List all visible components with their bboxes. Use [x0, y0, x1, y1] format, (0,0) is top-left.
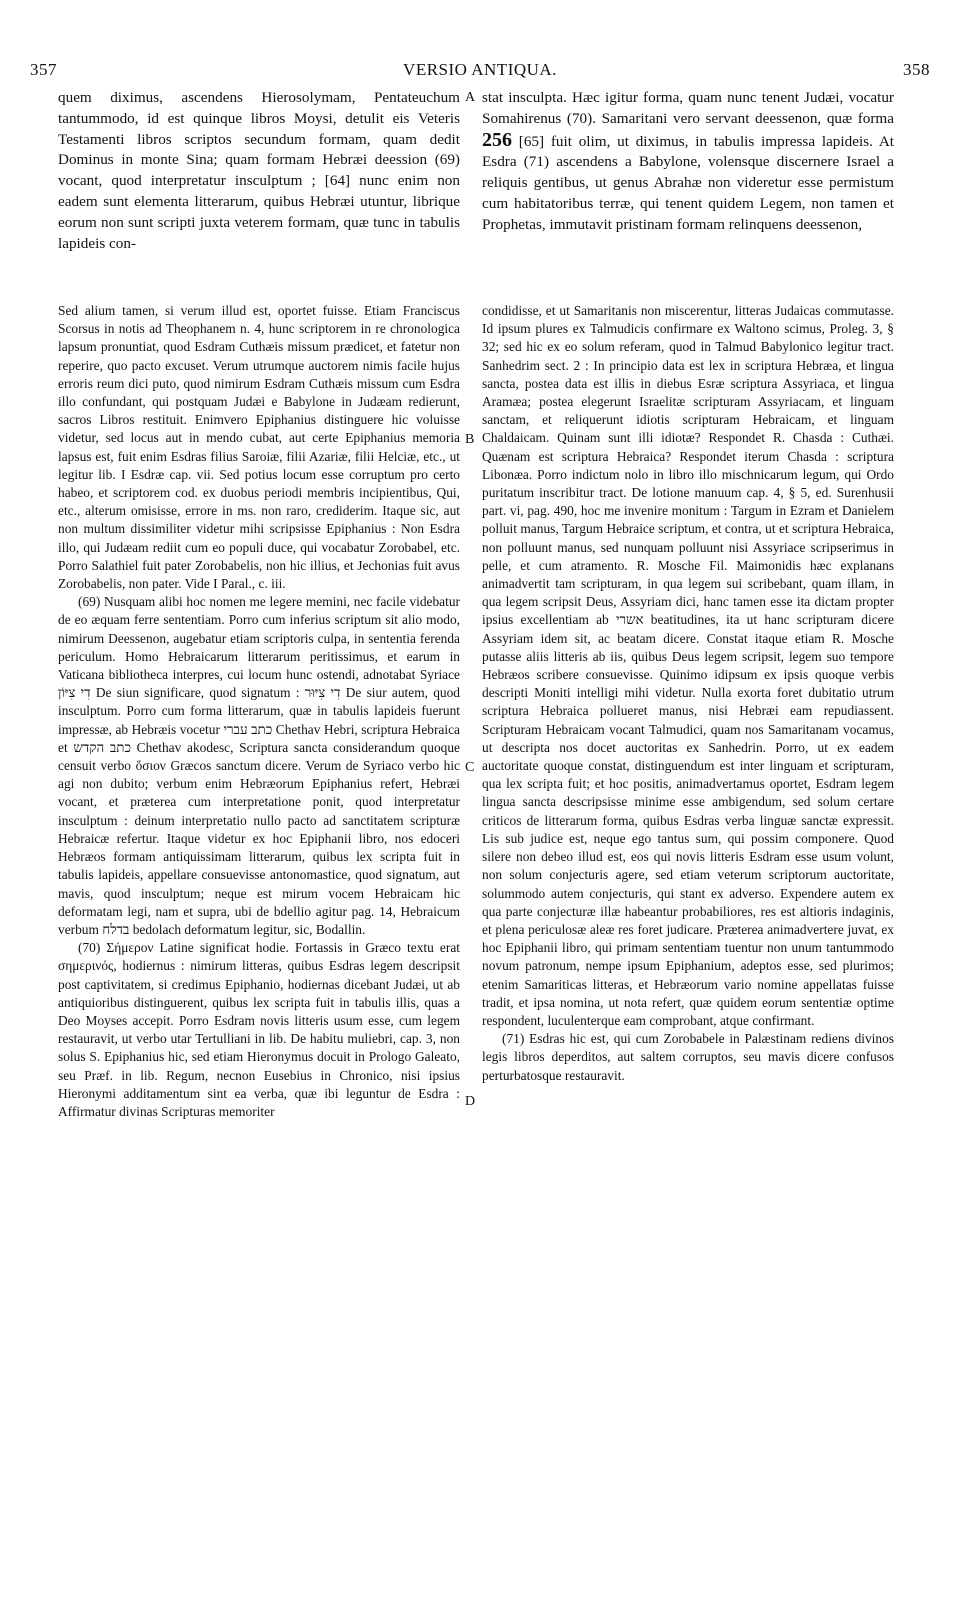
main-text-fragment: stat insculpta. Hæc igitur forma, quam nunc tenent Judæi, vocatur Somahirenus (70). Samaritani vero servant deessenon, quæ forma	[482, 89, 894, 127]
note-69: (69) Nusquam alibi hoc nomen me legere memini, nec facile videbatur de eo æquam ferre sententiam. Porro cum inferius scriptum sit alio modo, nimirum Deessenon, augebatur etiam scriptoris culpa, in sententia ferenda periculum. Homo Hebraicarum litterarum peritissimus, et earum in Vaticana bibliotheca interpres, cui locum hunc ostendi, adnotabat Syriace דִי צִיּוֹן De siun significare, quod signatum : דִי צִיּוּר De siur autem, quod insculptum. Porro cum forma litterarum, quæ in tabulis lapideis fuerunt impressæ, ab Hebræis vocetur כתב עברי Chethav Hebri, scriptura Hebraica et כתב הקדש Chethav akodesc, Scriptura sancta considerandum quoque censuit verbo ὅσιον Græcos sanctum dicere. Verum de Syriaco verbo hic agi non dubito; verbum enim Hebræorum Epiphanius refert, Hebræi vocant, et præterea cum interpretatione ponit, quod interpretatur insculptum : deinum interpretatio nullo pacto ad sanctitatem scripturæ Hebraicæ refertur. Itaque videtur ex hoc Epiphanii libro, nos edoceri Hebræos formam antiquissimam litterarum, quibus lex scripta fuit in tabulis lapideis, appellare consuevisse antonomastice, quod signatum, aut mavis, quod insculptum; neque est mirum vocem Hebraicam hic deformatam legi, nam et supra, ubi de bdellio agitur pag. 14, Hebraicum verbum בדלח bedolach deformatum legitur, sic, Bodallin.	[58, 594, 460, 937]
running-title: VERSIO ANTIQUA.	[403, 60, 557, 79]
margin-letter-a: A	[465, 90, 476, 105]
notes-right-column	[482, 302, 894, 1085]
main-text-paragraph	[482, 88, 894, 236]
page-number-left: 357	[30, 60, 57, 79]
notes-left-column	[58, 302, 460, 1121]
note-paragraph: condidisse, et ut Samaritanis non miscerentur, litteras Judaicas commutasse. Id ipsum plures ex Talmudicis confirmare ex Waltono scimus, Proleg. 3, § 32; sed hic ex eo solum referam, quod in Talmud Babylonico legitur tract. Sanhedrim sect. 2 : In principio data est lex in scriptura Hebræa, et lingua sancta, postea data est illis in diebus Esræ scriptura Assyriaca, et lingua Aramæa; postea elegerunt Israelitæ scripturam Assyriacam, et linguam sanctam, et reliquerunt idiotis scripturam Hebraicam, et linguam Chaldaicam. Quinam sunt illi idiotæ? Respondet R. Chasda : Cuthæi. Quænam est scriptura Hebraica? Respondet iterum Chasda : scriptura Libonæa. Porro indictum nolo in libro illo mischnicarum legum, qui Ordo puritatum inscribitur tract. De lotione manuum cap. 4, § 5, ed. Surenhusii part. vi, pag. 490, hoc me invenire monitum : Targum in Ezram et Danielem polluit manus, Targum Hebraice scriptum, et contra, ut et scriptura Hebraica, non polluunt manus, sed nunquam polluunt nisi Assyriace scripserimus in pelle, et cum atramento. R. Mosche Fil. Maimonidis hæc explanans animadvertit tam scripturam, in qua legem sui scribebant, quam illam, in qua legem scripsit Deus, Assyriam dici, hanc tamen esse ita dictam propter ipsius excellentiam ab אשרי beatitudines, ita ut hanc scripturam dicere Assyriam idem sit, ac beatam dicere. Constat itaque etiam R. Mosche putasse aliis litteris ab iis, quibus Deus legem scripsit, legem suo tempore Hebræos scribere consuevisse. Quinimo idipsum ex ipsis quoque verbis descripti Moniti intelligi mihi videtur. Nulla exorta foret dubitatio utrum scriptura Hebraica pollueret manus, nisi Hebræi eam repudiassent. Scripturam Hebraicam vocant Talmudici, quam nos Samaritanam vocamus, ut descripta nos docet auctoritas ex Sanhedrin. Porro, ut ex eadem auctoritate quoque constat, distinguendum est inter linguam et scripturam, qua lex scripta fuit; et hoc positis, animadvertamus oportet, Esdram legem lingua sancta descripsisse minime esse ambigendum, sed solum certare criticos de litterarum forma, quibus Esdras verba linguæ sanctæ expressit. Lis sub judice est, neque ego tantus sum, qui possim componere. Quod silere non debeo illud est, eos qui novis litteris Esdram esse usum volunt, non solum conjecturis agere, sed etiam veterum scriptorum auctoritate, solummodo autem conjecturis, qui stant ex adverso. Expendere autem ex qua parte conjecturæ illæ habeantur probabiliores, res est altioris indaginis, et plena periculosæ aleæ res foret judicare. Præterea animadvertere juvat, ex hoc Epiphanii libro, qui primam sententiam tuentur non unum tantummodo novum patronum, nempe ipsum Epiphanium, adeptos esse, sed plurimos; etenim Samariticas litteras, et Hebræorum vario nomine appellatas fuisse tradit, et ipsa nomina, ut nota refert, quæ quidem eorum sententiæ optime respondent, luculenterque eam comprobant, atque confirmant.	[482, 303, 895, 1028]
margin-letter-b: B	[465, 432, 475, 447]
column-number: 256	[482, 128, 512, 151]
page-number-right: 358	[903, 60, 930, 79]
note-paragraph: Sed alium tamen, si verum illud est, oportet fuisse. Etiam Franciscus Scorsus in notis ad Theophanem n. 4, hunc scriptorem in re chronologica lapsum pronuntiat, quod Esdram Cuthæis missum prædicet, et fatetur non reperire, quo pacto excuset. Verum utrumque auctorem nimis facile hujus erroris reum dici puto, quod nimirum Esdram Cuthæis missum cum Esdra illo confundant, qui postquam Judæi e Babylone in Judæam redierunt, sacros Libros restituit. Enimvero Epiphanius distinguere hic voluisse videtur, sed locus aut in mendo cubat, aut certe Epiphanius memoria lapsus est, fuit enim Esdras filius Saroiæ, filii Azariæ, filii Helciæ, etc., ut legitur lib. I Esdræ cap. vii. Sed potius locum esse corruptum pro certo habeo, et scriptorem cod. ex duobus periodi membris incipientibus, Qui, etc., alterum omisisse, errore in ms. non raro, crediderim. Itaque sic, aut non multum dissimiliter videtur mihi scripsisse Epiphanius : Non Esdra illo, qui Judæam rediit cum eo populi duce, qui vocabatur Zorobabel, etc. Porro Salathiel fuit pater Zorobabelis, non hic illius, et Jechonias fuit avus Zorobabelis, non pater. Vide I Paral., c. iii.	[58, 303, 460, 592]
running-header	[30, 60, 930, 84]
margin-letter-c: C	[465, 760, 475, 775]
main-text-right-column	[482, 88, 894, 236]
main-text-fragment: [65] fuit olim, ut diximus, in tabulis impressa lapideis. At Esdra (71) ascendens a Babylone, volensque discernere Israel a reliquis gentibus, ut genus Abrahæ non videretur esse permistum cum habitatoribus terræ, qui tenent quidem Legem, non tamen et Prophetas, immutavit pristinam formam relinquens deessenon,	[482, 132, 895, 233]
main-text-left-column	[58, 88, 460, 254]
note-70: (70) Σήμερον Latine significat hodie. Fortassis in Græco textu erat σημερινός, hodiernus : nimirum litteras, quibus Esdras legem descripsit post captivitatem, si credimus Epiphanio, hodiernas dicebant Judæi, ut ab antiquioribus distinguerent, quibus lex scripta fuit in tabulis illis, quas a Deo Moyses accepit. Porro Esdram novis litteris usum esse, cum legem restauravit, ut verbo utar Tertulliani in lib. De habitu muliebri, cap. 3, non solus S. Epiphanius hic, sed etiam Hieronymus docuit in Prologo Galeato, seu Præf. in lib. Regum, necnon Eusebius in Chronico, nisi ipsius Hieronymi additamentum sint ea verba, quæ ibi leguntur de Esdra : Affirmatur divinas Scripturas memoriter	[58, 940, 460, 1119]
main-text-paragraph: quem diximus, ascendens Hierosolymam, Pentateuchum tantummodo, id est quinque libros Moysi, detulit eis Veteris Testamenti libros scriptos secundum formam, quam dedit Dominus in monte Sina; quam formam Hebræi deession (69) vocant, quod interpretatur insculptum ; [64] nunc enim non eadem sunt elementa litterarum, quibus Hebræi utuntur, librique eorum non sunt scripti juxta veterem formam, quæ tunc in tabulis lapideis con-	[58, 89, 460, 252]
margin-letter-d: D	[465, 1094, 476, 1109]
note-71: (71) Esdras hic est, qui cum Zorobabele in Palæstinam rediens divinos legis libros deperditos, aut saltem corruptos, seu mavis dicere confusos perturbatosque restauravit.	[482, 1031, 894, 1083]
